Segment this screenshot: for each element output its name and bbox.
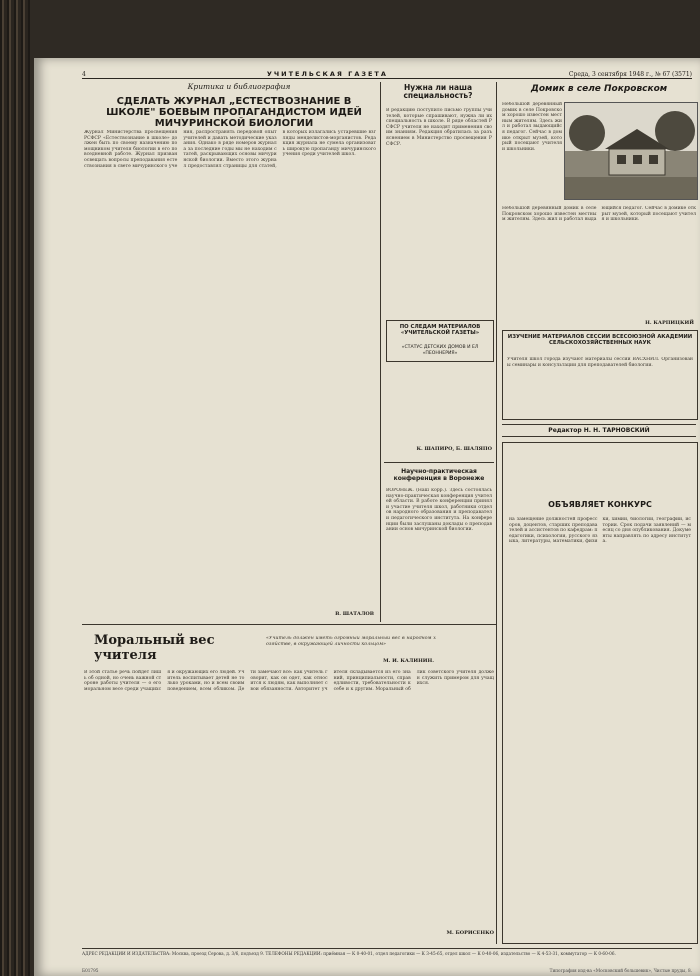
house-headline: Домик в селе Покровском	[530, 84, 668, 94]
newspaper-title: УЧИТЕЛЬСКАЯ ГАЗЕТА	[266, 70, 388, 78]
main-article-author: В. ШАТАЛОВ	[335, 611, 374, 617]
ads-panel	[502, 442, 698, 944]
section-rule	[82, 624, 496, 625]
tracks-box	[386, 320, 494, 362]
conference-headline: Научно-практическая конференция в Воронеже	[393, 468, 485, 483]
main-headline: СДЕЛАТЬ ЖУРНАЛ „ЕСТЕСТВОЗНАНИЕ В ШКОЛЕ" БОЕВЫМ ПРОПАГАНДИСТОМ ИДЕЙ МИЧУРИНСКОЙ БИОЛОГИИ	[106, 96, 362, 130]
conference-article-body: ВОРОНЕЖ. (Наш корр.). Здесь состоялась научно-практическая конференция учителей области. В работе конференции приняли участие учителя школ, работники отделов народного образования и преподаватели педагогического института. На конференции были заслушаны доклады о преподавании основ мичуринской биологии.	[386, 488, 492, 533]
question-article-body: В редакцию поступило письмо группы учителей, которые спрашивают, нужна ли их специальность в школе. В ряде областей РСФСР учителя не находят применения своим знаниям. Редакция обратилась за разъяснением в Министерство просвещения РСФСР.	[386, 108, 492, 147]
column-rule	[496, 82, 497, 944]
lower-article-author: М. БОРИСЕНКО	[446, 930, 494, 936]
binding-edge	[0, 0, 30, 976]
tracks-headline: ПО СЛЕДАМ МАТЕРИАЛОВ «УЧИТЕЛЬСКОЙ ГАЗЕТЫ»	[399, 324, 481, 337]
academy-body: Учителя школ города изучают материалы сессии ВАСХНИЛ. Организованы семинары и консультации для преподавателей биологии.	[507, 357, 693, 368]
lower-epigraph-author: М. И. КАЛИНИН.	[383, 658, 434, 664]
article-rule	[384, 462, 494, 463]
newspaper-page	[34, 58, 700, 976]
question-article-author: К. ШАПИРО, Б. ШАЛЯПО	[416, 446, 492, 452]
footer-code: Б01795	[82, 968, 99, 973]
house-illustration	[565, 103, 697, 199]
house-article-body: Небольшой деревянный домик в селе Покровском хорошо известен местным жителям. Здесь жил и работал выдающийся педагог. Сейчас в домике открыт музей, который посещают учителя и школьники.	[502, 206, 696, 223]
editor-line: Редактор Н. Н. ТАРНОВСКИЙ	[502, 424, 696, 437]
main-article-body: Журнал Министерства просвещения РСФСР «Естествознание в школе» должен быть по своему назначению помощником учителя биологии в его повседневной работе. Журнал призван освещать вопросы преподавания естествознания в свете мичуринского учения, распространять передовой опыт учителей и давать методические указания. Однако в ряде номеров журнала за последние годы мы не находим статей, раскрывающих основы мичуринской биологии. Вместо этого журнал предоставлял страницы для статей, в которых излагались устаревшие взгляды менделистов-морганистов. Редакция журнала не сумела организовать широкую пропаганду мичуринского учения среди учителей школ.	[84, 130, 376, 169]
house-article-author: Н. КАРПИЦКИЙ	[645, 320, 694, 326]
footer-address: АДРЕС РЕДАКЦИИ И ИЗДАТЕЛЬСТВА: Москва, проезд Серова, д. 3/6, подъезд 9. ТЕЛЕФОНЫ РЕДАКЦИИ: приёмная — К 0-40-01, отдел педагогики — К 3-45-65, отдел школ — К 0-40-06, издательство — К 4-53-31, коммутатор — К 0-60-06.	[82, 948, 692, 956]
ads-headline: ОБЪЯВЛЯЕТ КОНКУРС	[548, 500, 652, 509]
footer-bottom	[82, 968, 692, 973]
issue-date: Среда, 3 сентября 1948 г., № 67 (3571)	[568, 71, 692, 78]
lower-epigraph: «Учитель должен иметь огромный моральный вес в народном хозяйстве, в окружающей личности кольцом»	[266, 636, 436, 647]
footer-printer: Типография изд-ва «Московский большевик», Чистые пруды, 8.	[549, 968, 692, 973]
column-rule	[380, 82, 381, 622]
tracks-subhead: «СТАТУС ДЕТСКИХ ДОМОВ И ЕЛ «ПЕОННЕРИЯ»	[401, 345, 479, 356]
question-headline: Нужна ли наша специальность?	[403, 83, 473, 101]
academy-headline: ИЗУЧЕНИЕ МАТЕРИАЛОВ СЕССИИ ВСЕСОЮЗНОЙ АКАДЕМИИ СЕЛЬСКОХОЗЯЙСТВЕННЫХ НАУК	[507, 334, 693, 347]
house-photo	[564, 102, 698, 200]
house-article-intro: Небольшой деревянный домик в селе Покровском хорошо известен местным жителям. Здесь жил и работал выдающийся педагог. Сейчас в домике открыт музей, который посещают учителя и школьники.	[502, 102, 562, 152]
academy-box	[502, 330, 698, 420]
page-number: 4	[82, 71, 86, 78]
lower-article-body: В этой статье речь пойдет лишь об одной, но очень важной стороне работы учителя — о его моральном весе среди учащихся и окружающих его людей. Учитель воспитывает детей не только уроками, но и всем своим поведением, всем обликом. Дети замечают всё: как учитель говорит, как он одет, как относится к людям, как выполняет свои обязанности. Авторитет учителя складывается из его знаний, принципиальности, справедливости, требовательности к себе и к другим. Моральный облик советского учителя должен служить примером для учащихся.	[84, 670, 494, 692]
ads-body: на замещение должностей профессоров, доцентов, старших преподавателей и ассистентов по кафедрам: педагогики, психологии, русского языка, литературы, математики, физики, химии, биологии, географии, истории. Срок подачи заявлений — месяц со дня опубликования. Документы направлять по адресу института.	[509, 517, 691, 545]
masthead	[82, 66, 692, 79]
lower-headline: Моральный вес учителя	[94, 633, 215, 663]
section-kicker: Критика и библиография	[187, 82, 291, 91]
